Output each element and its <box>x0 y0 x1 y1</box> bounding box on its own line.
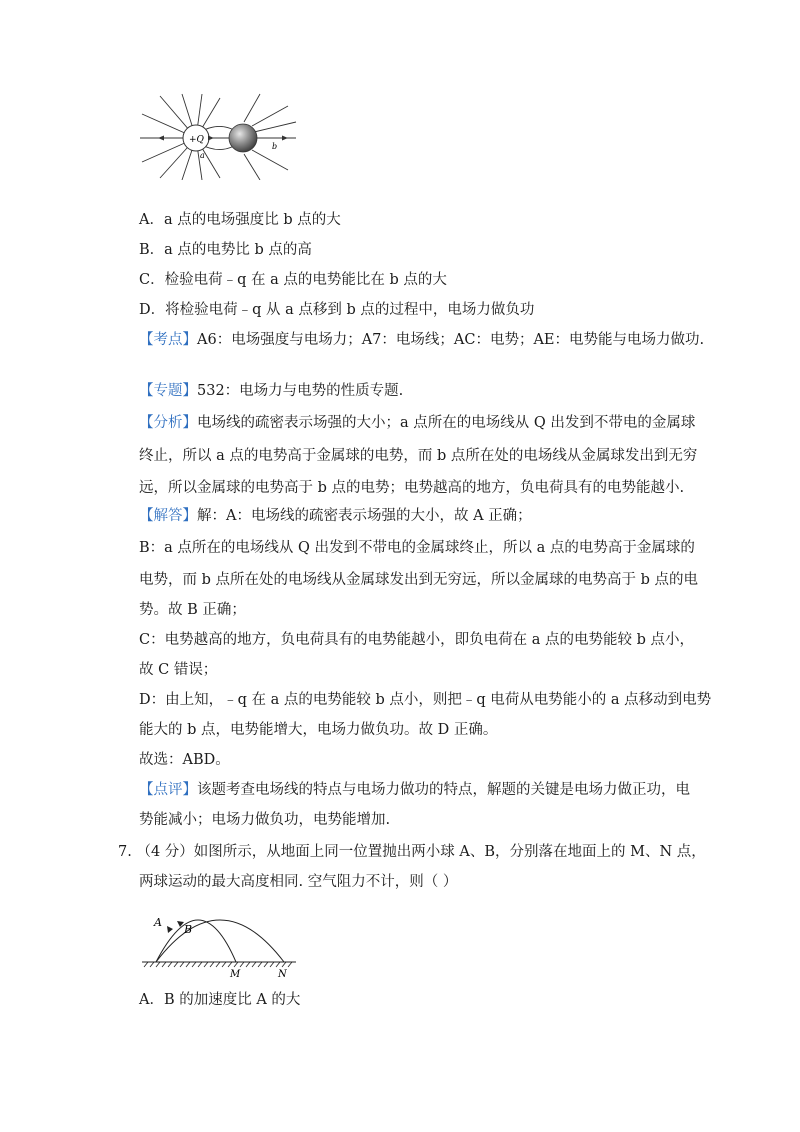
kaodian-line <box>139 330 704 350</box>
jieda-line-8: 能大的 b 点，电势能增大，电场力做负功。故 D 正确。 <box>139 722 498 738</box>
fenxi-line-1 <box>139 413 695 433</box>
jieda-line-4: 势。故 B 正确； <box>139 602 246 618</box>
q6-option-b: B．a 点的电势比 b 点的高 <box>139 242 312 258</box>
jieda-line-7: D：由上知，﹣q 在 a 点的电势能较 b 点小，则把﹣q 电荷从电势能小的 a 点移动到电势 <box>139 692 712 708</box>
ball-a-label: A <box>154 916 162 929</box>
electric-field-figure <box>138 92 298 180</box>
dianping-tag: 【点评】 <box>139 782 197 798</box>
q6-option-a: A．a 点的电场强度比 b 点的大 <box>139 212 341 228</box>
point-b-label: b <box>272 142 278 151</box>
jieda-text-1: 解：A：电场线的疏密表示场强的大小，故 A 正确； <box>197 508 532 524</box>
zhuanti-text: 532：电场力与电势的性质专题. <box>197 383 404 399</box>
jieda-tag: 【解答】 <box>139 508 197 524</box>
kaodian-tag: 【考点】 <box>139 332 197 348</box>
point-a-label: a <box>200 151 205 160</box>
field-lines-diagram <box>138 92 298 180</box>
jieda-line-2: B：a 点所在的电场线从 Q 出发到不带电的金属球终止，所以 a 点的电势高于金属球的 <box>139 540 695 556</box>
trajectory-diagram <box>140 893 300 979</box>
arrow-a <box>167 926 173 933</box>
q6-option-d: D．将检验电荷﹣q 从 a 点移到 b 点的过程中，电场力做负功 <box>139 302 535 318</box>
ball-b-label: B <box>184 923 193 936</box>
projectile-figure <box>140 893 300 979</box>
charge-label: +Q <box>189 135 204 145</box>
dianping-line-2: 势能减小；电场力做负功，电势能增加. <box>139 812 391 828</box>
zhuanti-tag: 【专题】 <box>139 383 197 399</box>
jieda-line-6: 故 C 错误； <box>139 662 218 678</box>
q7-stem-line-2: 两球运动的最大高度相同. 空气阻力不计，则（ ） <box>139 874 458 890</box>
fenxi-tag: 【分析】 <box>139 415 197 431</box>
jieda-line-1 <box>139 506 532 526</box>
jieda-line-9: 故选：ABD。 <box>139 752 230 768</box>
q7-stem-line-1: 7. （4 分）如图所示，从地面上同一位置抛出两小球 A、B，分别落在地面上的 M、N 点， <box>118 844 706 860</box>
fenxi-text-1: 电场线的疏密表示场强的大小；a 点所在的电场线从 Q 出发到不带电的金属球 <box>197 415 696 431</box>
jieda-line-5: C：电势越高的地方，负电荷具有的电势能越小，即负电荷在 a 点的电势能较 b 点小， <box>139 632 694 648</box>
fenxi-line-2: 终止，所以 a 点的电势高于金属球的电势，而 b 点所在处的电场线从金属球发出到无穷 <box>139 448 698 464</box>
dianping-text-1: 该题考查电场线的特点与电场力做功的特点，解题的关键是电场力做正功，电 <box>197 782 690 798</box>
q6-option-c: C．检验电荷﹣q 在 a 点的电势能比在 b 点的大 <box>139 272 447 288</box>
trajectory-b <box>156 920 284 962</box>
dianping-line-1 <box>139 780 690 800</box>
ground-hatching <box>144 962 292 967</box>
point-n-label: N <box>278 969 287 979</box>
kaodian-text: A6：电场强度与电场力；A7：电场线；AC：电势；AE：电势能与电场力做功. <box>197 332 705 348</box>
fenxi-line-3: 远，所以金属球的电势高于 b 点的电势；电势越高的地方，负电荷具有的电势能越小. <box>139 480 685 496</box>
zhuanti-line <box>139 381 403 401</box>
jieda-line-3: 电势，而 b 点所在处的电场线从金属球发出到无穷远，所以金属球的电势高于 b 点的电 <box>139 572 698 588</box>
q7-option-a: A．B 的加速度比 A 的大 <box>139 992 301 1008</box>
point-m-label: M <box>230 969 241 979</box>
